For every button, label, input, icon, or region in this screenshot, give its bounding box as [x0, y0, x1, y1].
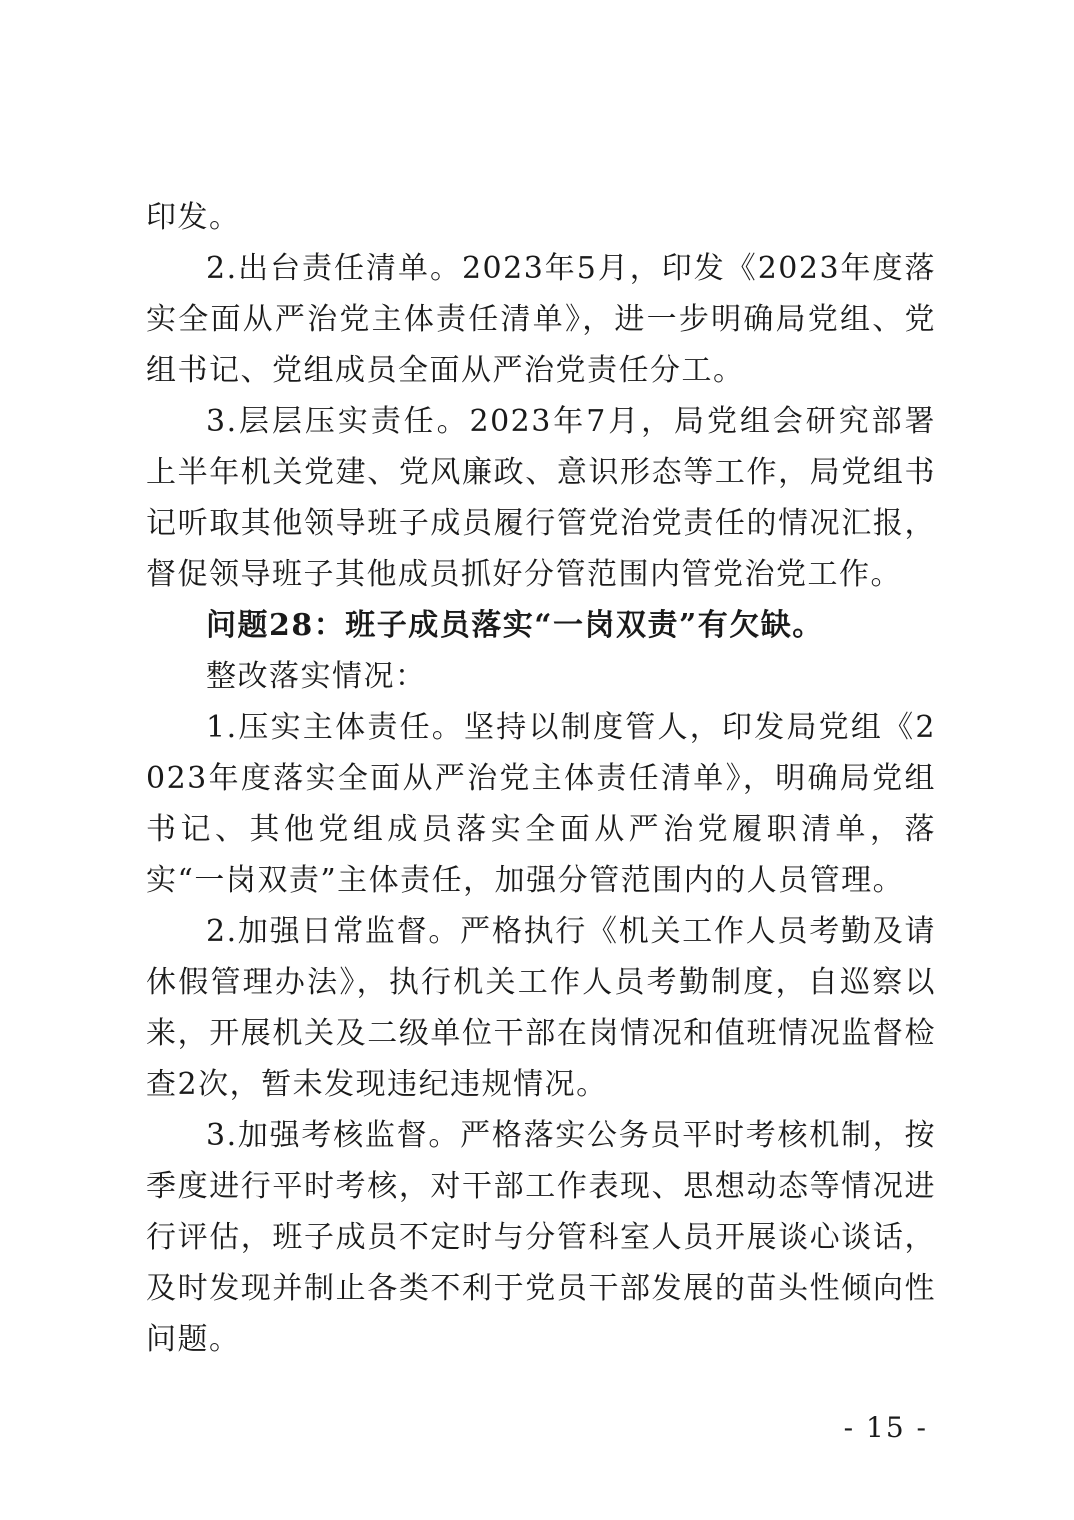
paragraph-continuation: 印发。 [146, 200, 241, 235]
document-body [146, 192, 936, 1365]
paragraph-responsibility-list: 2.出台责任清单。2023年5月，印发《2023年度落实全面从严治党主体责任清单》，进一步明确局党组、党组书记、党组成员全面从严治党责任分工。 [146, 251, 936, 388]
paragraph-assessment-supervision: 3.加强考核监督。严格落实公务员平时考核机制，按季度进行平时考核，对干部工作表现、思想动态等情况进行评估，班子成员不定时与分管科室人员开展谈心谈话，及时发现并制止各类不利于党员干部发展的苗头性倾向性问题。 [146, 1118, 936, 1357]
paragraph-main-responsibility: 1.压实主体责任。坚持以制度管人，印发局党组《2023年度落实全面从严治党主体责任清单》，明确局党组书记、其他党组成员落实全面从严治党履职清单，落实“一岗双责”主体责任，加强分管范围内的人员管理。 [146, 710, 936, 898]
page-number: - 15 - [843, 1411, 928, 1444]
rectification-subheading: 整改落实情况： [206, 659, 427, 694]
paragraph-layered-responsibility: 3.层层压实责任。2023年7月，局党组会研究部署上半年机关党建、党风廉政、意识形态等工作，局党组书记听取其他领导班子成员履行管党治党责任的情况汇报，督促领导班子其他成员抓好分管范围内管党治党工作。 [146, 404, 936, 592]
paragraph-daily-supervision: 2.加强日常监督。严格执行《机关工作人员考勤及请休假管理办法》，执行机关工作人员考勤制度，自巡察以来，开展机关及二级单位干部在岗情况和值班情况监督检查2次，暂未发现违纪违规情况。 [146, 914, 936, 1102]
issue-heading: 问题28：班子成员落实“一岗双责”有欠缺。 [206, 608, 824, 643]
